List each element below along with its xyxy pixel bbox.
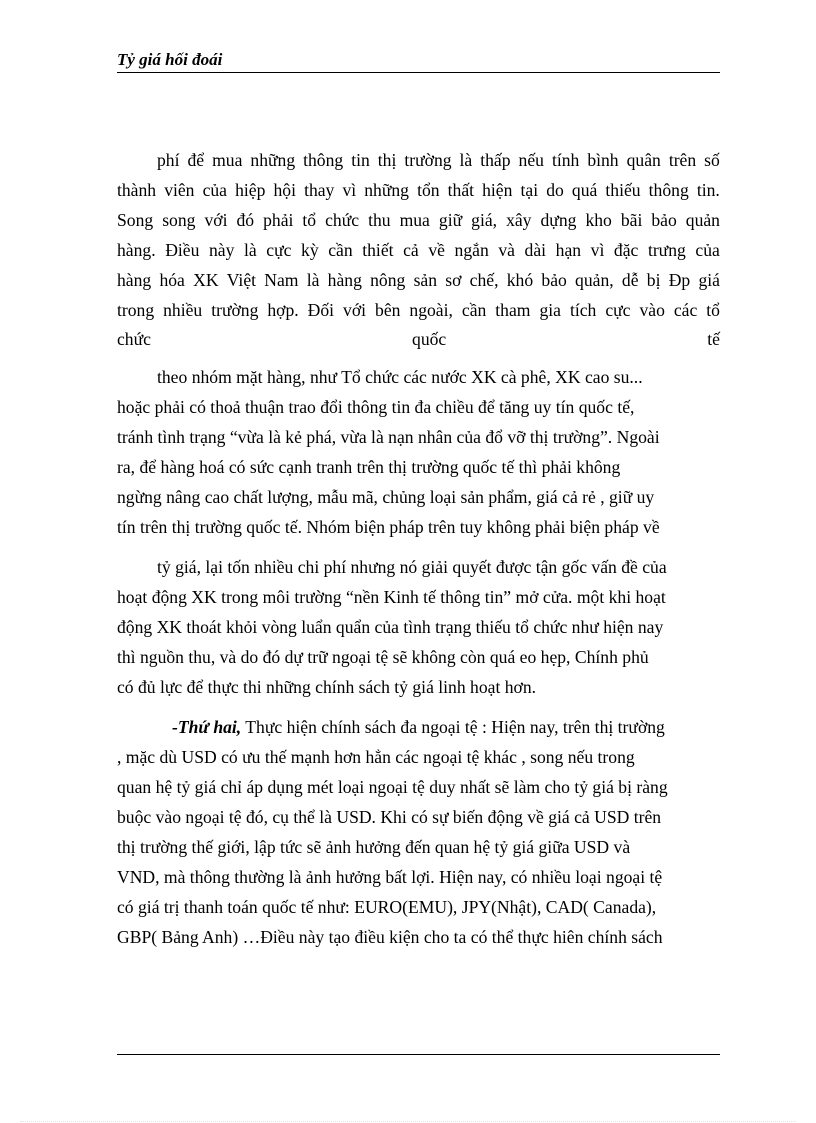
word: vào	[639, 300, 665, 320]
text-line: , mặc dù USD có ưu thế mạnh hơn hẳn các ngoại tệ khác , song nếu trong	[117, 747, 635, 767]
text-line: VND, mà thông thường là ảnh hưởng bất lợi. Hiện nay, có nhiều loại ngoại tệ	[117, 867, 663, 887]
word: dài	[524, 240, 547, 260]
word: các	[673, 300, 698, 320]
word: XK	[193, 270, 219, 290]
word: về	[428, 240, 445, 260]
word: tổ	[706, 300, 720, 320]
word: Ðp	[668, 270, 691, 290]
text-line: hoặc phải có thoả thuận trao đổi thông tin đa chiều để tăng uy tín quốc tế,	[117, 397, 635, 417]
word: với	[343, 300, 367, 320]
text-line: ngừng nâng cao chất lượng, mẫu mã, chủng loại sản phẩm, giá cả rẻ , giữ uy	[117, 487, 655, 507]
word: tổn	[417, 180, 440, 200]
text-line: có giá trị thanh toán quốc tế như: EURO(EMU), JPY(Nhật), CAD( Canada),	[117, 897, 657, 917]
word: kỳ	[301, 240, 319, 260]
word: chế,	[469, 270, 499, 290]
word: tổ	[302, 210, 317, 230]
word: viên	[164, 180, 195, 200]
word: bên	[375, 300, 401, 320]
text-line: quan hệ tỷ giá chỉ áp dụng mét loại ngoại tệ duy nhất sẽ làm cho tỷ giá bị ràng	[117, 777, 668, 797]
word: thị	[377, 150, 397, 170]
word: chức	[117, 329, 151, 349]
word: chức	[325, 210, 360, 230]
footer-divider	[117, 1054, 720, 1055]
text-line	[117, 240, 720, 260]
word: phí	[157, 150, 180, 170]
word: trường	[404, 150, 452, 170]
word: vì	[342, 180, 357, 200]
word: tin	[351, 150, 370, 170]
word: cả	[403, 240, 419, 260]
word: là	[244, 240, 257, 260]
word: hàng.	[117, 240, 156, 260]
text-line-spread	[117, 329, 720, 349]
word: quá	[571, 180, 598, 200]
word: đó	[236, 210, 255, 230]
header-divider	[117, 72, 720, 73]
word: trong	[117, 300, 155, 320]
word: hàng	[327, 270, 362, 290]
word: Việt	[226, 270, 257, 290]
word: tính	[551, 150, 580, 170]
word: ngoài,	[409, 300, 453, 320]
word: vì	[590, 240, 605, 260]
word: Song	[117, 210, 154, 230]
word: Nam	[264, 270, 299, 290]
word: do	[546, 180, 564, 200]
word: thông	[303, 150, 344, 170]
word: quản	[685, 210, 720, 230]
text-line	[117, 300, 720, 320]
word: trường	[211, 300, 259, 320]
word: quản,	[575, 270, 614, 290]
word: Đối	[307, 300, 335, 320]
word: tích	[569, 300, 597, 320]
word: xây	[506, 210, 532, 230]
text-line: tín trên thị trường quốc tế. Nhóm biện pháp trên tuy không phải biện pháp về	[117, 517, 660, 537]
word: thất	[447, 180, 475, 200]
word: thay	[304, 180, 335, 200]
text-line: thị trường thế giới, lập tức sẽ ảnh hưởng đến quan hệ tỷ giá giữa USD và	[117, 837, 631, 857]
word: trưng	[647, 240, 686, 260]
text-line	[117, 210, 720, 230]
word: thông	[648, 180, 689, 200]
word: quân	[626, 150, 661, 170]
word: những	[364, 180, 409, 200]
word: thành	[117, 180, 157, 200]
text-line	[117, 180, 720, 200]
word: quốc	[412, 329, 447, 349]
word: hóa	[159, 270, 185, 290]
word: hạn	[555, 240, 582, 260]
word: giá,	[471, 210, 498, 230]
word: để	[187, 150, 205, 170]
word: hiện	[482, 180, 513, 200]
word: cực	[605, 300, 631, 320]
word: song	[162, 210, 196, 230]
word: thiết	[362, 240, 394, 260]
word: giữ	[438, 210, 463, 230]
word: tại	[520, 180, 539, 200]
word: cực	[266, 240, 292, 260]
word: ngắn	[454, 240, 489, 260]
text-line	[117, 270, 720, 290]
word: đặc	[613, 240, 639, 260]
word: phải	[263, 210, 294, 230]
word: dựng	[540, 210, 577, 230]
word: sơ	[445, 270, 462, 290]
word: hiệp	[235, 180, 266, 200]
text-line: theo nhóm mặt hàng, như Tổ chức các nước XK cà phê, XK cao su...	[157, 367, 643, 387]
word: khó	[506, 270, 534, 290]
word: hợp.	[267, 300, 299, 320]
word: này	[209, 240, 235, 260]
text-line: tránh tình trạng “vừa là kẻ phá, vừa là nạn nhân của đổ vỡ thị trường”. Ngoài	[117, 427, 660, 447]
page-edge-guide	[20, 1121, 796, 1122]
word: và	[498, 240, 515, 260]
word: bị	[646, 270, 661, 290]
word: mua	[212, 150, 243, 170]
word: kho	[585, 210, 612, 230]
word: dễ	[621, 270, 639, 290]
text-line: hoạt động XK trong môi trường “nền Kinh tế thông tin” mở cửa. một khi hoạt	[117, 587, 666, 607]
text-line: ra, để hàng hoá có sức cạnh tranh trên thị trường quốc tế thì phải không	[117, 457, 621, 477]
word: mua	[399, 210, 430, 230]
page-header-title: Tỷ giá hối đoái	[117, 50, 223, 69]
word: nông	[370, 270, 406, 290]
word: nếu	[518, 150, 544, 170]
text-line: có đủ lực để thực thi những chính sách tỷ giá linh hoạt hơn.	[117, 677, 537, 697]
word: hội	[273, 180, 296, 200]
word: cần	[328, 240, 353, 260]
word: thiếu	[605, 180, 641, 200]
word: bãi	[620, 210, 643, 230]
text-line	[157, 150, 720, 170]
word: là	[459, 150, 473, 170]
word: bảo	[541, 270, 567, 290]
word: trên	[668, 150, 697, 170]
word: cần	[461, 300, 487, 320]
text-line: buộc vào ngoại tệ đó, cụ thể là USD. Khi có sự biến động về giá cả USD trên	[117, 807, 662, 827]
word: với	[204, 210, 228, 230]
word: hàng	[117, 270, 152, 290]
text-line: động XK thoát khỏi vòng luẩn quẩn của tình trạng thiếu tổ chức như hiện nay	[117, 617, 664, 637]
word: tế	[707, 329, 720, 349]
text-line	[172, 717, 665, 737]
word: của	[695, 240, 720, 260]
word: số	[704, 150, 720, 170]
text-line: GBP( Bảng Anh) …Điều này tạo điều kiện cho ta có thể thực hiên chính sách	[117, 927, 663, 947]
word: thấp	[480, 150, 511, 170]
word: tin.	[696, 180, 720, 200]
word: gia	[539, 300, 561, 320]
word: nhiều	[163, 300, 203, 320]
word: là	[306, 270, 320, 290]
text-line: thì nguồn thu, và do đó dự trữ ngoại tệ sẽ không còn quá eo hẹp, Chính phủ	[117, 647, 649, 667]
emphasis-lead: -Thứ hai,	[172, 717, 242, 737]
word: sản	[413, 270, 438, 290]
word: tham	[495, 300, 531, 320]
word: thu	[368, 210, 391, 230]
word: Điều	[165, 240, 200, 260]
lead-rest: Thực hiện chính sách đa ngoại tệ : Hiện nay, trên thị trường	[241, 717, 665, 737]
word: giá	[698, 270, 720, 290]
word: những	[250, 150, 296, 170]
word: bình	[587, 150, 619, 170]
word: bảo	[651, 210, 677, 230]
word: của	[202, 180, 227, 200]
text-line: tỷ giá, lại tốn nhiều chi phí nhưng nó giải quyết được tận gốc vấn đề của	[157, 557, 667, 577]
